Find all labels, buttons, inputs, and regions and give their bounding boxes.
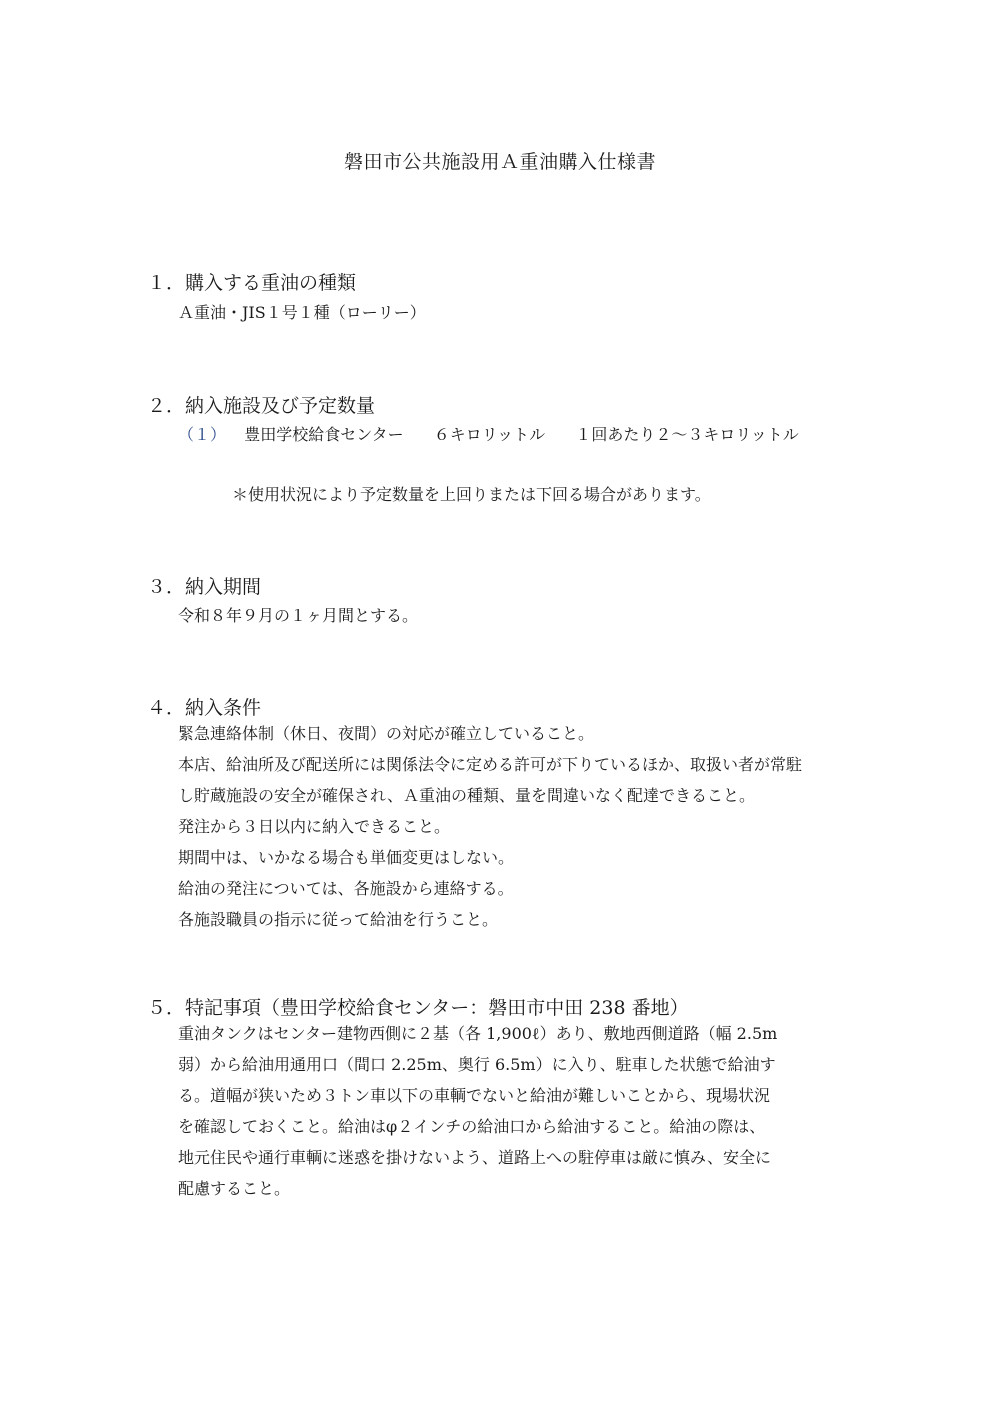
- section-5-line: を確認しておくこと。給油はφ２インチの給油口から給油すること。給油の際は、: [178, 1117, 766, 1136]
- section-5-body: [178, 1018, 868, 1204]
- section-3-line: 令和８年９月の１ヶ月間とする。: [178, 606, 419, 625]
- section-4-line: 緊急連絡体制（休日、夜間）の対応が確立していること。: [178, 724, 595, 743]
- section-4-heading: ４．納入条件: [147, 697, 262, 719]
- section-5-line: 重油タンクはセンター建物西側に２基（各 1,900ℓ）あり、敷地西側道路（幅 2.5m: [178, 1024, 778, 1043]
- section-1-heading: １．購入する重油の種類: [147, 272, 357, 294]
- section-5-line: る。道幅が狭いため３トン車以下の車輌でないと給油が難しいことから、現場状況: [178, 1086, 771, 1105]
- section-5-heading: ５．特記事項（豊田学校給食センター：磐田市中田 238 番地）: [147, 997, 689, 1019]
- section-3-heading: ３．納入期間: [147, 576, 262, 598]
- section-1-line: Ａ重油・JIS１号１種（ローリー）: [178, 303, 426, 322]
- item-number: （１）: [178, 425, 227, 444]
- document-title: 磐田市公共施設用Ａ重油購入仕様書: [343, 151, 656, 173]
- section-4-line: 給油の発注については、各施設から連絡する。: [178, 879, 514, 898]
- section-2-item: [178, 422, 799, 445]
- section-4-line: 本店、給油所及び配送所には関係法令に定める許可が下りているほか、取扱い者が常駐: [178, 755, 803, 774]
- section-4-body: [178, 718, 868, 935]
- section-4-line: 発注から３日以内に納入できること。: [178, 817, 451, 836]
- item-per-delivery: １回あたり２～３キロリットル: [575, 425, 799, 444]
- section-4-line: し貯蔵施設の安全が確保され、Ａ重油の種類、量を間違いなく配達できること。: [178, 786, 755, 805]
- section-4-line: 期間中は、いかなる場合も単価変更はしない。: [178, 848, 515, 867]
- section-5-line: 地元住民や通行車輌に迷惑を掛けないよう、道路上への駐停車は厳に慎み、安全に: [178, 1148, 771, 1167]
- section-5-line: 配慮すること。: [178, 1179, 291, 1198]
- section-2-note: ＊使用状況により予定数量を上回りまたは下回る場合があります。: [232, 485, 711, 504]
- item-facility: 豊田学校給食センター: [244, 425, 404, 444]
- section-5-line: 弱）から給油用通用口（間口 2.25m、奥行 6.5m）に入り、駐車した状態で給油す: [178, 1055, 776, 1074]
- section-2-heading: ２．納入施設及び予定数量: [147, 395, 376, 417]
- item-quantity: ６キロリットル: [433, 425, 546, 444]
- section-4-line: 各施設職員の指示に従って給油を行うこと。: [178, 910, 499, 929]
